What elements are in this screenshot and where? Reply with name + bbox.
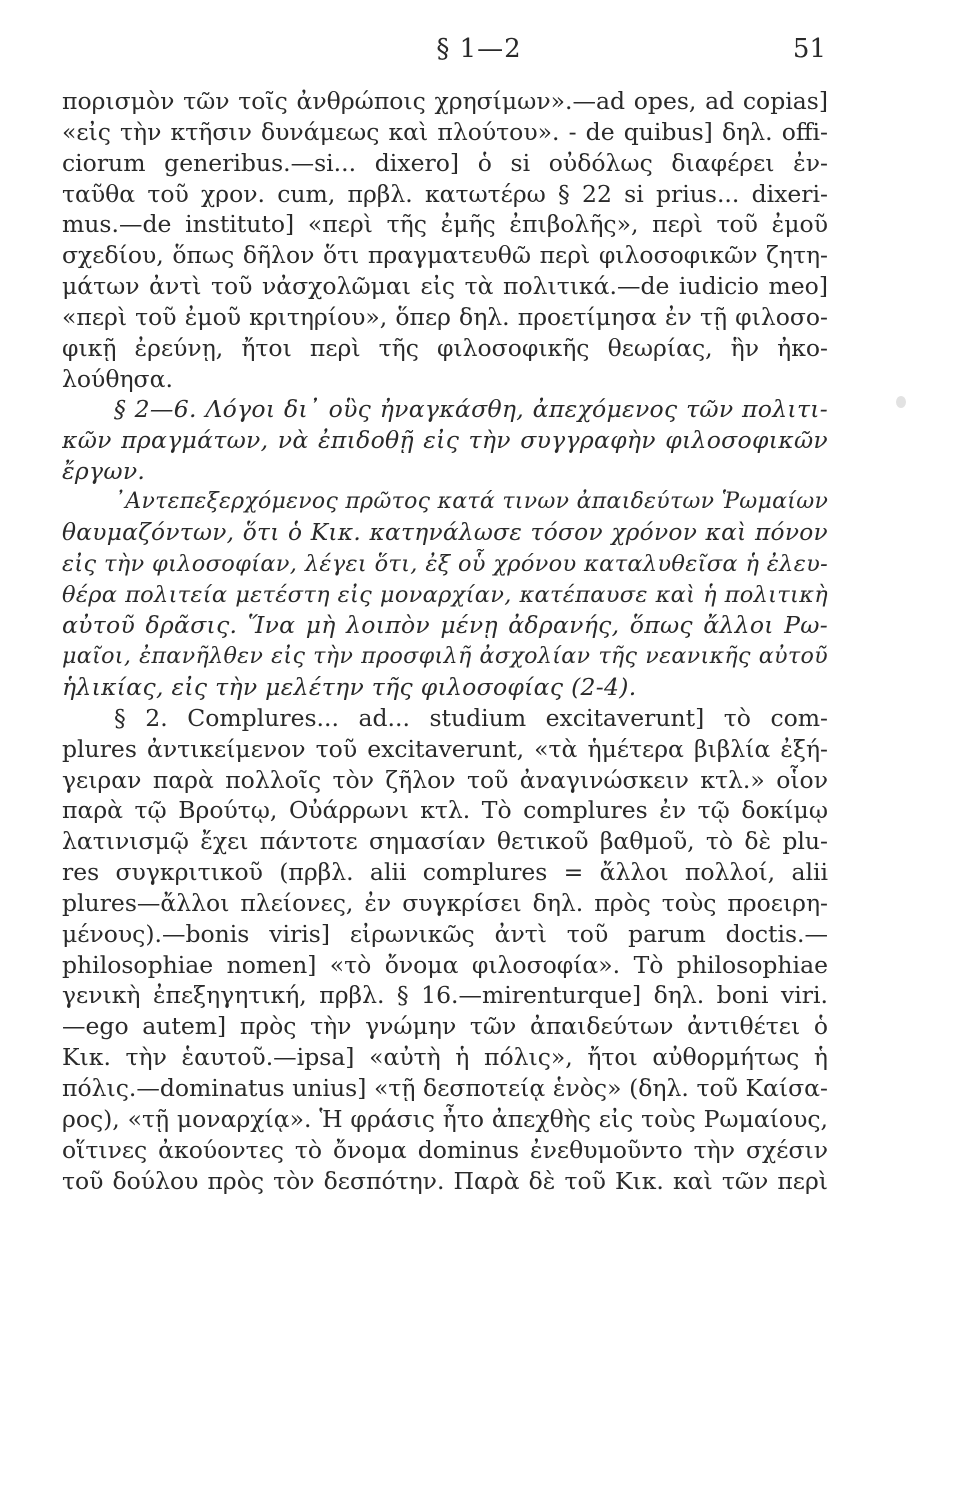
summary-line: εἰς τὴν φιλοσοφίαν, λέγει ὅτι, ἐξ οὗ χρόνου καταλυθεῖσα ἡ ἐλευ- (62, 550, 828, 577)
text-line: plures ἀντικείμενον τοῦ excitaverunt, «τὰ ἡμέτερα βιβλία ἐξή- (62, 734, 828, 763)
text-line: philosophiae nomen] «τὸ ὄνομα φιλοσοφία». Τὸ philosophiae (62, 950, 828, 979)
summary-line: αὐτοῦ δρᾶσις. Ἵνα μὴ λοιπὸν μένῃ ἀδρανής, ὅπως ἄλλοι Ρω- (62, 611, 828, 640)
running-head (0, 28, 958, 68)
text-line: γειραν παρὰ πολλοῖς τὸν ζῆλον τοῦ ἀναγινώσκειν κτλ.» οἷον (62, 765, 828, 794)
text-line: Κικ. τὴν ἑαυτοῦ.—ipsa] «αὐτὴ ἡ πόλις», ἤτοι αὐθορμήτως ἡ (62, 1043, 828, 1072)
summary-line: μαῖοι, ἐπανῆλθεν εἰς τὴν προσφιλῆ ἀσχολίαν τῆς νεανικῆς αὐτοῦ (62, 643, 828, 670)
text-line: μάτων ἀντὶ τοῦ νἀσχολῶμαι εἰς τὰ πολιτικά.—de iudicio meo] (62, 272, 828, 301)
margin-spot (896, 396, 906, 408)
page-number: 51 (792, 34, 826, 64)
summary-line: θέρα πολιτεία μετέστη εἰς μοναρχίαν, κατέπαυσε καὶ ἡ πολιτικὴ (62, 581, 828, 608)
text-line: σχεδίου, ὅπως δῆλον ὅτι πραγματευθῶ περὶ φιλοσοφικῶν ζητη- (62, 241, 828, 270)
text-line: ρος), «τῇ μοναρχίᾳ». Ἡ φράσις ἦτο ἀπεχθὴς εἰς τοὺς Ρωμαίους, (62, 1104, 828, 1133)
text-line: mus.—de instituto] «περὶ τῆς ἐμῆς ἐπιβολῆς», περὶ τοῦ ἐμοῦ (62, 210, 828, 239)
text-line: πορισμὸν τῶν τοῖς ἀνθρώποις χρησίμων».—ad opes, ad copias] (62, 87, 828, 115)
text-line: φικῇ ἐρεύνῃ, ἤτοι περὶ τῆς φιλοσοφικῆς θεωρίας, ἣν ἠκο- (62, 333, 828, 362)
text-line: —ego autem] πρὸς τὴν γνώμην τῶν ἀπαιδεύτων ἀντιθέτει ὁ (62, 1012, 828, 1041)
summary-line: ᾿Αντεπεξερχόμενος πρῶτος κατά τινων ἀπαιδεύτων Ῥωμαίων (114, 488, 828, 514)
text-line: λατινισμῷ ἔχει πάντοτε σημασίαν θετικοῦ βαθμοῦ, τὸ δὲ plu- (62, 827, 828, 856)
text-line: res συγκριτικοῦ (πρβλ. alii complures = ἄλλοι πολλοί, alii (62, 858, 828, 887)
section-heading-line: § 2—6. Λόγοι δι᾽ οὓς ἠναγκάσθη, ἀπεχόμενος τῶν πολιτι- (114, 395, 828, 424)
text-line: παρὰ τῷ Βρούτῳ, Οὐάρρωνι κτλ. Τὸ complures ἐν τῷ δοκίμῳ (62, 796, 828, 825)
text-line: οἵτινες ἀκούοντες τὸ ὄνομα dominus ἐνεθυμοῦντο τὴν σχέσιν (62, 1135, 828, 1164)
commentary-text (62, 86, 828, 1196)
text-line: ciorum generibus.—si... dixero] ὁ si οὐδόλως διαφέρει ἐν- (62, 148, 828, 177)
text-line: λούθησα. (62, 364, 173, 393)
section-reference: § 1—2 (436, 34, 522, 64)
text-line: plures—ἄλλοι πλείονες, ἐν συγκρίσει δηλ. πρὸς τοὺς προειρη- (62, 888, 828, 917)
section-heading-line: ἔργων. (62, 457, 146, 486)
text-line: πόλις.—dominatus unius] «τῇ δεσποτείᾳ ἑνὸς» (δηλ. τοῦ Καίσα- (62, 1074, 828, 1102)
summary-line: θαυμαζόντων, ὅτι ὁ Κικ. κατηνάλωσε τόσον χρόνον καὶ πόνον (62, 518, 828, 546)
text-line: § 2. Complures... ad... studium excitaverunt] τὸ com- (114, 703, 828, 732)
section-heading-line: κῶν πραγμάτων, νὰ ἐπιδοθῇ εἰς τὴν συγγραφὴν φιλοσοφικῶν (62, 426, 828, 455)
text-line: «περὶ τοῦ ἐμοῦ κριτηρίου», ὅπερ δηλ. προετίμησα ἐν τῇ φιλοσο- (62, 302, 828, 331)
text-line: τοῦ δούλου πρὸς τὸν δεσπότην. Παρὰ δὲ τοῦ Κικ. καὶ τῶν περὶ (62, 1166, 828, 1195)
text-line: γενικὴ ἐπεξηγητική, πρβλ. § 16.—mirenturque] δηλ. boni viri. (62, 981, 828, 1010)
summary-line: ἡλικίας, εἰς τὴν μελέτην τῆς φιλοσοφίας (2-4). (62, 673, 637, 702)
text-line: μένους).—bonis viris] εἰρωνικῶς ἀντὶ τοῦ parum doctis.— (62, 919, 828, 948)
text-line: «εἰς τὴν κτῆσιν δυνάμεως καὶ πλούτου». - de quibus] δηλ. offi- (62, 117, 828, 146)
text-line: ταῦθα τοῦ χρον. cum, πρβλ. κατωτέρω § 22 si prius... dixeri- (62, 179, 828, 208)
